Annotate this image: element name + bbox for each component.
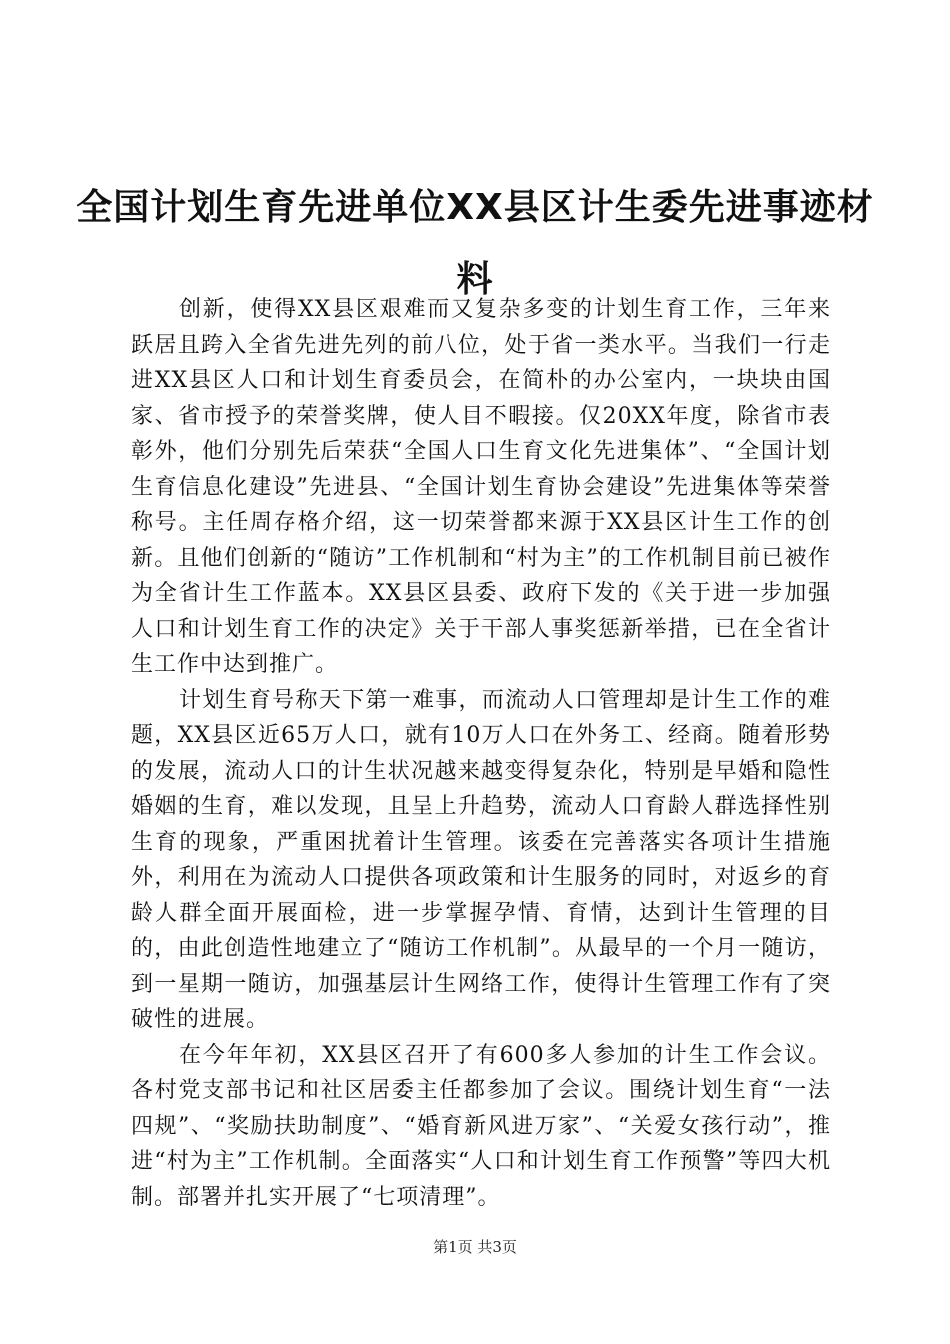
paragraph-3: 在今年年初，XX县区召开了有600多人参加的计生工作会议。各村党支部书记和社区居委主任都参加了会议。围绕计划生育“一法四规”、“奖励扶助制度”、“婚育新风进万家”、“关爱女孩行动”，推进“村为主”工作机制。全面落实“人口和计划生育工作预警”等四大机制。部署并扎实开展了“七项清理”。: [131, 1042, 831, 1210]
paragraph-1: 创新，使得XX县区艰难而又复杂多变的计划生育工作，三年来跃居且跨入全省先进先列的前八位，处于省一类水平。当我们一行走进XX县区人口和计划生育委员会，在简朴的办公室内，一块块由国家、省市授予的荣誉奖牌，使人目不暇接。仅20XX年度，除省市表彰外，他们分别先后荣获“全国人口生育文化先进集体”、“全国计划生育信息化建设”先进县、“全国计划生育协会建设”先进集体等荣誉称号。主任周存格介绍，这一切荣誉都来源于XX县区计生工作的创新。且他们创新的“随访”工作机制和“村为主”的工作机制目前已被作为全省计生工作蓝本。XX县区县委、政府下发的《关于进一步加强人口和计划生育工作的决定》关于干部人事奖惩新举措，已在全省计生工作中达到推广。: [131, 297, 831, 677]
document-body: [131, 292, 831, 1215]
document-title: 全国计划生育先进单位XX县区计生委先进事迹材料: [76, 187, 874, 300]
paragraph-2: 计划生育号称天下第一难事，而流动人口管理却是计生工作的难题，XX县区近65万人口，就有10万人口在外务工、经商。随着形势的发展，流动人口的计生状况越来越变得复杂化，特别是早婚和隐性婚姻的生育，难以发现，且呈上升趋势，流动人口育龄人群选择性别生育的现象，严重困扰着计生管理。该委在完善落实各项计生措施外，利用在为流动人口提供各项政策和计生服务的同时，对返乡的育龄人群全面开展面检，进一步掌握孕情、育情，达到计生管理的目的，由此创造性地建立了“随访工作机制”。从最早的一个月一随访，到一星期一随访，加强基层计生网络工作，使得计生管理工作有了突破性的进展。: [131, 687, 831, 1032]
page-footer: 第1页 共3页: [433, 1238, 517, 1256]
